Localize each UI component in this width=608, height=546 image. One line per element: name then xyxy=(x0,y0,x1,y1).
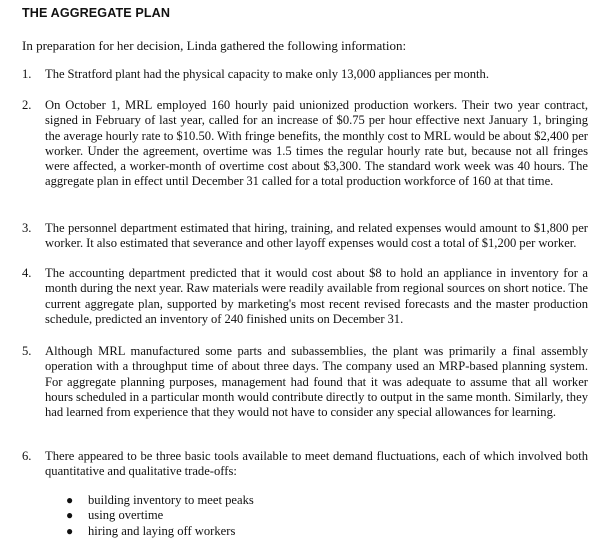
bullet-icon: ● xyxy=(66,493,74,507)
bullet-text: building inventory to meet peaks xyxy=(88,493,254,507)
list-item-1 xyxy=(22,67,588,82)
item-text: The personnel department estimated that hiring, training, and related expenses would amount to $1,800 per worker. It also estimated that severance and other layoff expenses would cost a total of $1,200 per worker. xyxy=(45,221,588,251)
bullet-icon: ● xyxy=(66,523,74,538)
bullet-icon: ● xyxy=(66,508,74,523)
item-text: On October 1, MRL employed 160 hourly paid unionized production workers. Their two year contract, signed in February of last year, called for an increase of $0.75 per hour effective next January 1, bringing the average hourly rate to $10.50. With fringe benefits, the monthly cost to MRL would be about $2,400 per worker. Under the agreement, overtime was 1.5 times the regular hourly rate but, because not all fringes were affected, a worker-month of overtime cost about $3,300. The standard work week was 40 hours. The aggregate plan in effect until December 31 called for a total production workforce of 160 at that time. xyxy=(45,98,588,189)
item-number: 3. xyxy=(22,221,32,235)
item-text: Although MRL manufactured some parts and subassemblies, the plant was primarily a final assembly operation with a throughput time of about three days. The company used an MRP-based planning system. For aggregate planning purposes, management had found that it was adequate to assume that all worker hours scheduled in a particular month would contribute directly to output in the same month. Similarly, they had learned from experience that they would not have to consider any special allowances for learning. xyxy=(45,344,588,419)
list-item-4 xyxy=(22,266,588,327)
list-item-5 xyxy=(22,344,588,420)
bullet-item xyxy=(62,524,254,539)
bullet-item xyxy=(62,508,254,523)
item-number: 5. xyxy=(22,344,32,358)
bullet-list xyxy=(62,493,254,539)
item-number: 2. xyxy=(22,98,32,112)
item-text: The Stratford plant had the physical capacity to make only 13,000 appliances per month. xyxy=(45,67,489,81)
list-item-2 xyxy=(22,98,588,190)
bullet-text: using overtime xyxy=(88,508,164,523)
item-number: 6. xyxy=(22,449,32,463)
bullet-item xyxy=(62,493,254,508)
list-item-3 xyxy=(22,221,588,252)
item-number: 4. xyxy=(22,266,32,280)
intro-paragraph: In preparation for her decision, Linda gathered the following information: xyxy=(22,38,407,53)
item-number: 1. xyxy=(22,67,32,81)
item-text: The accounting department predicted that it would cost about $8 to hold an appliance in inventory for a month during the next year. Raw materials were readily available from regional sources on short notice. The current aggregate plan, supported by marketing's most recent revised forecasts and the master production schedule, predicted an inventory of 240 finished units on December 31. xyxy=(45,266,588,326)
item-text: There appeared to be three basic tools available to meet demand fluctuations, each of which involved both quantitative and qualitative trade-offs: xyxy=(45,449,588,479)
list-item-6 xyxy=(22,449,588,480)
section-heading: THE AGGREGATE PLAN xyxy=(22,6,171,20)
bullet-text: hiring and laying off workers xyxy=(88,523,236,538)
